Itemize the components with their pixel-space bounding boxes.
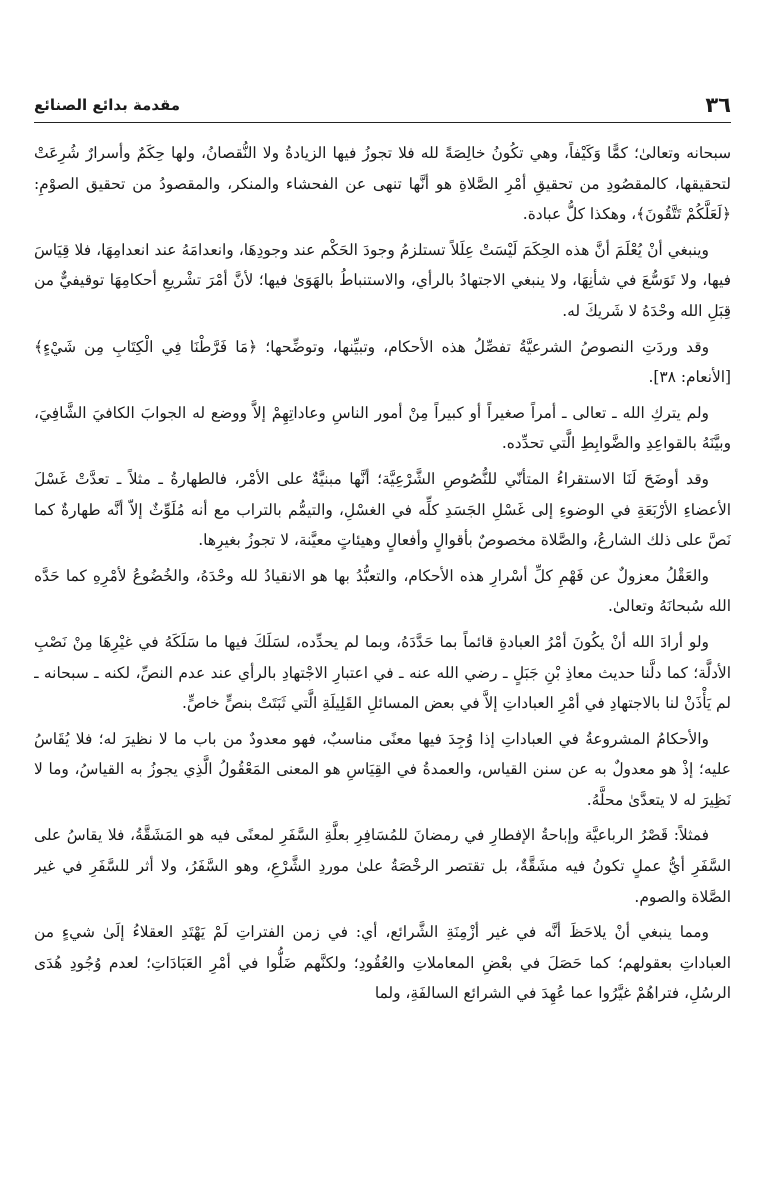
paragraph: وقد وردَتِ النصوصُ الشرعيَّةُ تفصِّلُ هذه الأحكام، وتبيِّنها، وتوضِّحها؛ ﴿مَا فَرَّطْنَا فِي الْكِتَابِ مِن شَيْءٍ﴾ [الأنعام: ٣٨]. [34, 337, 731, 387]
paragraph: والأحكامُ المشروعةُ في العباداتِ إذا وُجِدَ فيها معنًى مناسبٌ، فهو معدودٌ من باب ما لا نظيرَ له؛ فلا يُقَاسُ عليه؛ إذْ هو معدولٌ به عن سنن القياس، والعمدةُ في القِيَاسِ هو المعنى المَعْقُولُ الَّذِي يجوزُ به القياسُ، وما لا نَظِيرَ له لا يتعدَّىٰ محلَّهُ. [34, 729, 731, 809]
body-text [34, 138, 731, 1185]
paragraph: والعَقْلُ معزولٌ عن فَهْمِ كلِّ أسْرارِ هذه الأحكام، والتعبُّدُ بها هو الانقيادُ لله وحْدَهُ، والخُضُوعُ لأمْرِهِ كما حَدَّه الله سُبحانَهُ وتعالىٰ. [34, 566, 731, 616]
paragraph: وينبغي أنْ يُعْلَمَ أنَّ هذه الحِكَمَ لَيْسَتْ عِلَلاً تستلزمُ وجودَ الحَكْم عند وجودِهَا، وانعدامَهُ عند انعدامِهَا، فلا قِيَاسَ فيها، ولا تَوَسُّعَ في شأنِهَا، ولا ينبغي الاجتهادُ بالرأي، والاستنباطُ بالهَوَىٰ فيها؛ لأنَّ أمْرَ تشْريعِ أحكامِهَا توقيفيٌّ من قِبَلِ الله وحْدَهُ لا شَريكَ له. [34, 240, 731, 320]
paragraph: ولو أرادَ الله أنْ يكُونَ أمْرُ العبادةِ قائماً بما حَدَّدَهُ، وبما لم يحدِّده، لسَلَكَ فيها ما سَلَكَهُ في غيْرِهَا مِنْ نَصْبِ الأدلَّة؛ كما دلَّنا حديث معاذِ بْنِ جَبَلٍ ـ رضي الله عنه ـ في اعتبارِ الاجْتهادِ بالرأي عند عدم النصِّ، لكنه ـ سبحانه ـ لم يَأْذَنْ لنا بالاجتهادِ في أمْرِ العباداتِ إلاَّ في بعض المسائلِ القَلِيلَةِ الَّتي ثَبَتَتْ بنصٍّ خاصٍّ. [34, 632, 731, 713]
paragraph: فمثلاً: قَصْرُ الرباعيَّة وإباحةُ الإفطارِ في رمضانَ للمُسَافِرِ بعلَّةِ السَّفَرِ لمعنًى فيه هو المَشَقَّةُ، فلا يقاسُ على السَّفَرِ أيُّ عملٍ تكونُ فيه مشَقَّةٌ، بل تقتصر الرخْصَةُ علىٰ موردِ الشَّرْعِ، وهو السَّفَرُ، ولا أثر للسَّفَرِ في غير الصَّلاة والصوم. [34, 826, 731, 906]
paragraph: سبحانه وتعالىٰ؛ كمًّا وَكَيْفاً، وهي تكُونُ خالِصَةً لله فلا تجوزُ فيها الزيادةُ ولا النُّقصانُ، ولها حِكَمٌ وأسرارٌ شُرِعَتْ لتحقيقها، كالمقصُودِ من تحقيقِ أمْرِ الصَّلاةِ هو أنَّها تنهى عن الفحشاء والمنكر، والمقصودُ من تحقيق الصوْمِ: ﴿لَعَلَّكُمْ تَتَّقُونَ﴾، وهكذا كلُّ عبادة. [34, 144, 731, 224]
header-title: مقدمة بدائع الصنائع [34, 96, 181, 114]
paragraph: وقد أوضَحَ لَنَا الاستقراءُ المتأنّي للنُّصُوصِ الشَّرْعِيَّة؛ أنَّها مبنيَّةٌ على الأمْر، فالطهارةُ ـ مثلاً ـ تعدَّتْ غَسْلَ الأعضاءِ الأرْبَعَةِ في الوضوءِ إلى غَسْلِ الجَسَدِ كلِّه في الغسْلِ، والتيمُّم بالتراب مع أنه مُلَوِّثٌ إلاّ أنَّه طهارةٌ كما نَصَّ على ذلك الشارعُ، والصَّلاة مخصوصٌ بأقوالٍ وأفعالٍ وهيئاتٍ معيَّنة، لا تجوزُ بغيرِها. [34, 469, 731, 550]
running-header [34, 88, 731, 123]
paragraph: ومما ينبغي أنْ يلاحَظَ أنَّه في غير أزْمِنَةِ الشَّرائع، أي: في زمن الفتراتِ لَمْ يَهْتَدِ العقلاءُ إلَىٰ شيءٍ من العباداتِ بعقولهم؛ كما حَصَلَ في بعْضِ المعاملاتِ والعُقُودِ؛ ولكنَّهم ضَلُّوا في أمْرِ العَبَادَاتِ؛ لعدم وُجُودِ هُدَى الرسُلِ، فتراهُمْ غيَّرُوا عما عُهِدَ في الشرائع السالفَةِ، ولما [34, 923, 731, 1003]
page-number: ٣٦ [705, 93, 731, 117]
paragraph: ولم يتركِ الله ـ تعالى ـ أمراً صغيراً أو كبيراً مِنْ أمور الناسِ وعاداتِهِمْ إلاَّ ووضع له الجوابَ الكافيَ الشَّافِيَ، وبيَّنَهُ بالقواعِدِ والضَّوابِطِ الَّتي تحدِّده. [34, 403, 731, 453]
